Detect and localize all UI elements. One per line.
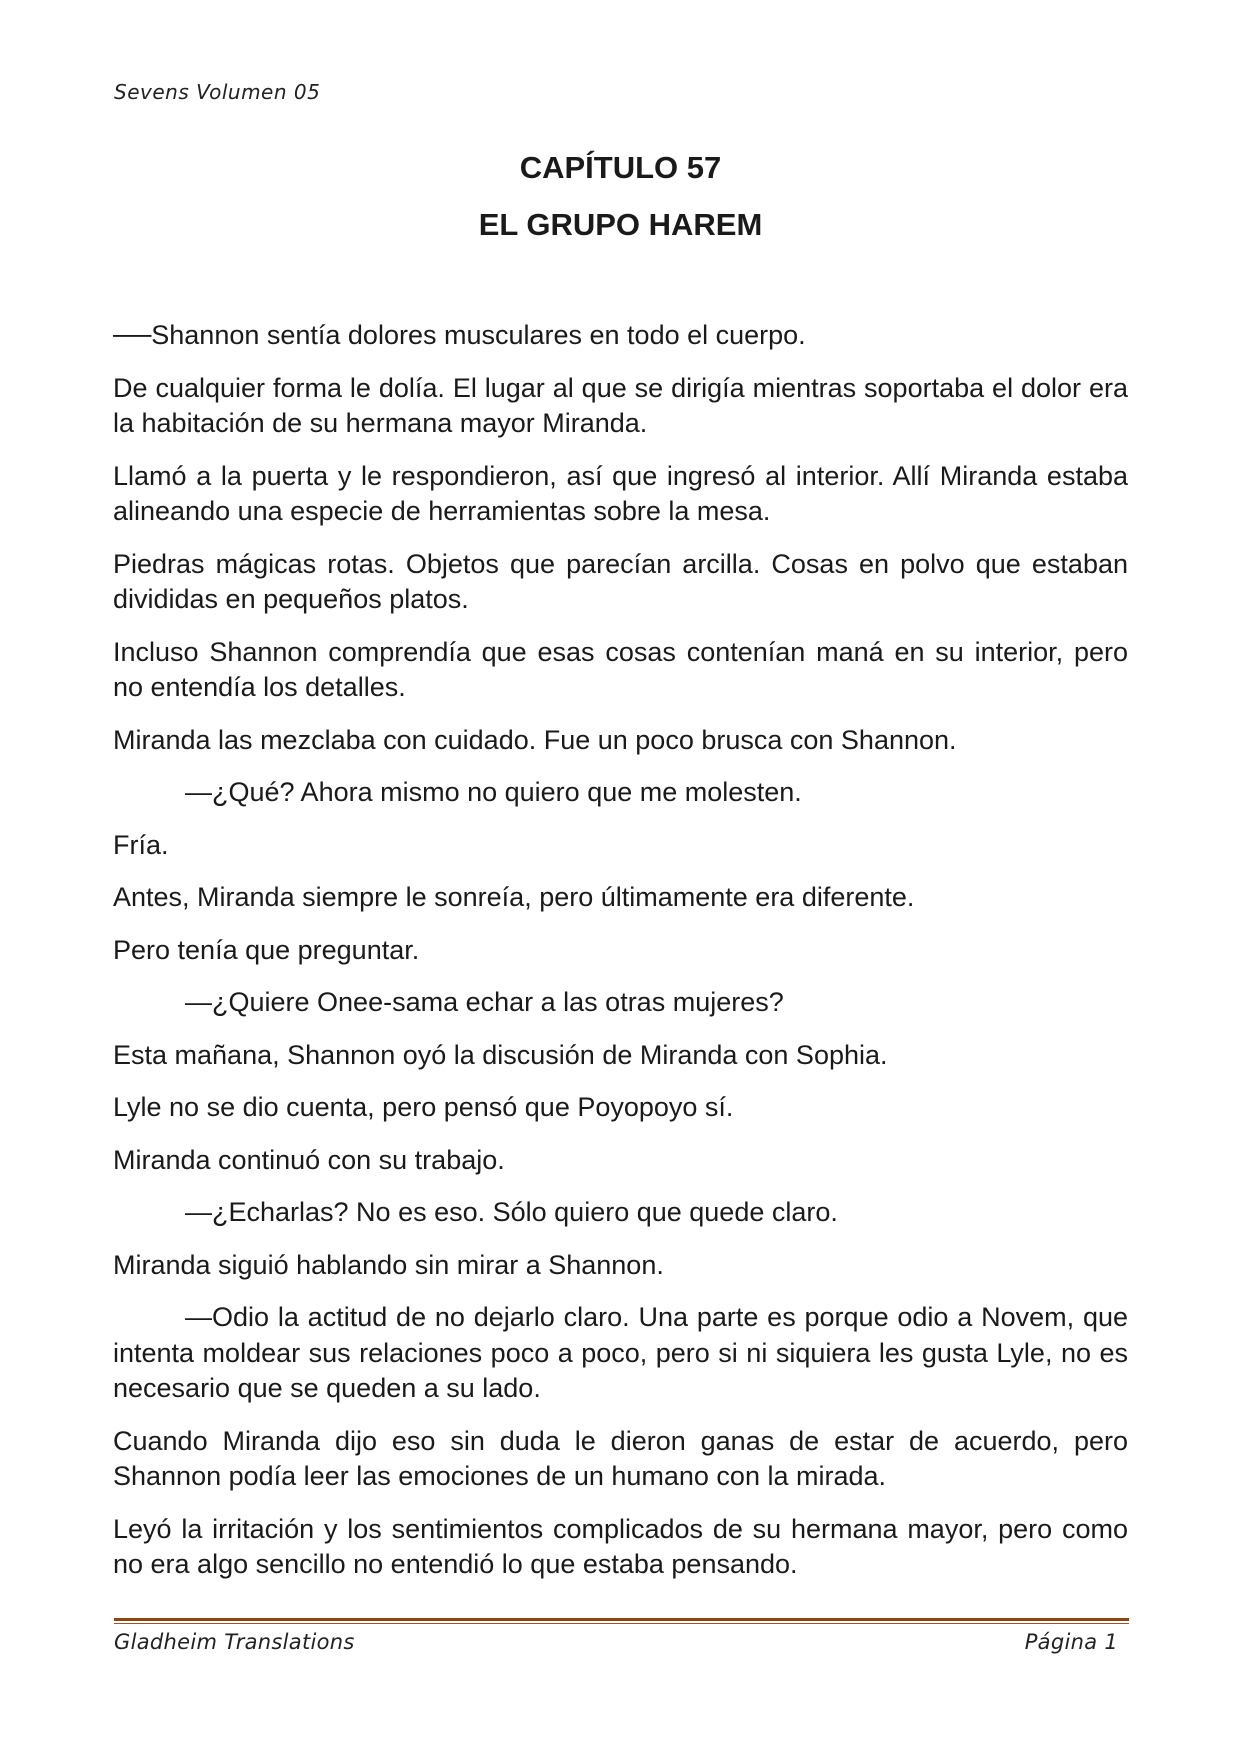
dialogue-paragraph: —¿Qué? Ahora mismo no quiero que me molesten.: [185, 777, 802, 807]
body-text: [113, 318, 1128, 1600]
running-header: Sevens Volumen 05: [114, 80, 321, 104]
narration-paragraph: Lyle no se dio cuenta, pero pensó que Poyopoyo sí.: [113, 1092, 734, 1122]
footer-page-number: Página 1: [1024, 1630, 1118, 1654]
narration-paragraph: Miranda siguió hablando sin mirar a Shannon.: [113, 1249, 664, 1280]
narration-paragraph: Miranda las mezclaba con cuidado. Fue un poco brusca con Shannon.: [113, 724, 957, 755]
narration-paragraph: Esta mañana, Shannon oyó la discusión de Miranda con Sophia.: [113, 1039, 888, 1070]
footer-rule: [114, 1618, 1129, 1621]
narration-paragraph: Incluso Shannon comprendía que esas cosas contenían maná en su interior, pero no entendía los detalles.: [113, 636, 1128, 702]
dialogue-paragraph: —Odio la actitud de no dejarlo claro. Una parte es porque odio a Novem, que intenta moldear sus relaciones poco a poco, pero si ni siquiera les gusta Lyle, no es necesario que se queden a su lado.: [113, 1302, 1128, 1403]
narration-paragraph: De cualquier forma le dolía. El lugar al que se dirigía mientras soportaba el dolor era la habitación de su hermana mayor Miranda.: [113, 372, 1128, 438]
narration-paragraph: Leyó la irritación y los sentimientos complicados de su hermana mayor, pero como no era algo sencillo no entendió lo que estaba pensando.: [113, 1513, 1128, 1579]
narration-paragraph: Pero tenía que preguntar.: [113, 934, 420, 965]
narration-paragraph: Miranda continuó con su trabajo.: [113, 1144, 505, 1175]
chapter-number: CAPÍTULO 57: [519, 150, 722, 185]
dialogue-paragraph: —¿Quiere Onee-sama echar a las otras mujeres?: [185, 987, 784, 1017]
narration-paragraph: Fría.: [113, 829, 169, 860]
footer-publisher: Gladheim Translations: [114, 1630, 355, 1654]
narration-paragraph: Llamó a la puerta y le respondieron, así que ingresó al interior. Allí Miranda estaba alineando una especie de herramientas sobre la mesa.: [113, 460, 1128, 526]
chapter-title: EL GRUPO HAREM: [478, 207, 763, 242]
narration-paragraph: Piedras mágicas rotas. Objetos que parecían arcilla. Cosas en polvo que estaban divididas en pequeños platos.: [113, 548, 1128, 614]
narration-paragraph: ──Shannon sentía dolores musculares en todo el cuerpo.: [113, 320, 806, 350]
footer-rule-thin: [114, 1623, 1129, 1624]
dialogue-paragraph: —¿Echarlas? No es eso. Sólo quiero que quede claro.: [185, 1197, 838, 1227]
narration-paragraph: Cuando Miranda dijo eso sin duda le dieron ganas de estar de acuerdo, pero Shannon podía leer las emociones de un humano con la mirada.: [113, 1425, 1128, 1491]
narration-paragraph: Antes, Miranda siempre le sonreía, pero últimamente era diferente.: [113, 882, 915, 912]
